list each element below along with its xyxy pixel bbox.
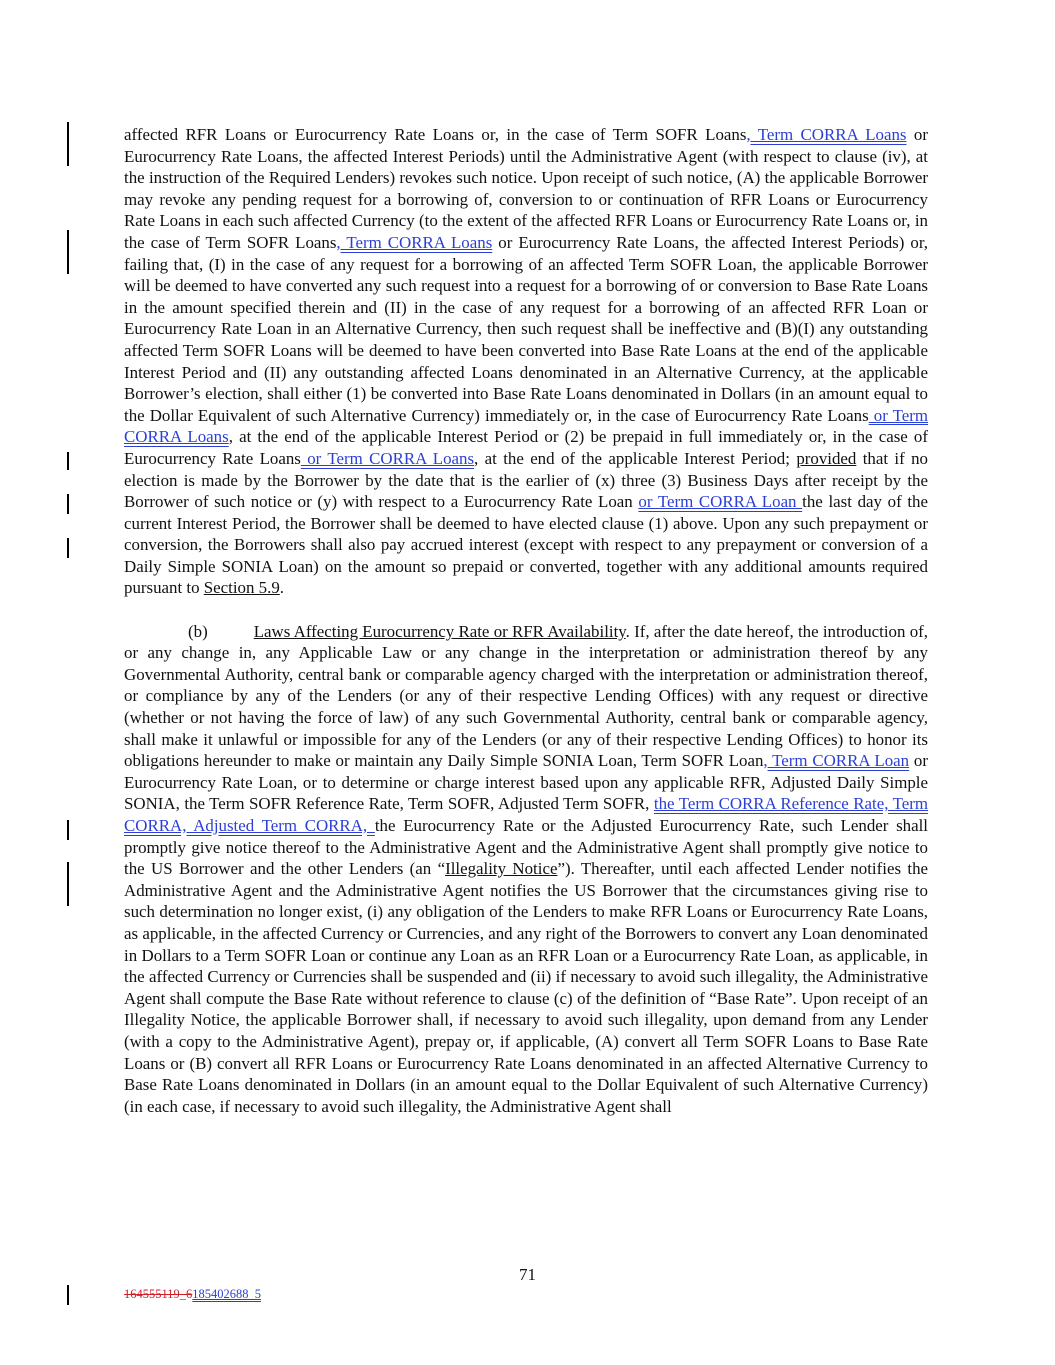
inserted-text: or Term CORRA Loan (638, 492, 803, 512)
text-run: , at the end of the applicable Interest Period or (2) be prepaid in full immediately or, in the case of Eurocurrency Rate Loans (124, 427, 929, 468)
change-bar (67, 230, 69, 274)
text-run: or Eurocurrency Rate Loans, the affected Interest Periods) or, failing that, (I) in the case of any request for a borrowing of an affected Term SOFR Loan, the applicable Borrower will be deemed to have converted any such request into a request for a borrowing of or conversion to Base Rate Loans in the amount specified therein and (II) in the case of any request for a borrowing of an affected RFR Loan or Eurocurrency Rate Loan in an Alternative Currency, then such request shall be ineffective and (B)(I) any outstanding affected Term SOFR Loans will be deemed to have been converted into Base Rate Loans at the end of the applicable Interest Period and (II) any outstanding affected Loans denominated in an Alternative Currency, at the applicable Borrower’s election, shall either (1) be converted into Base Rate Loans denominated in Dollars (in an amount equal to the Dollar Equivalent of such Alternative Currency) immediately or, in the case of Eurocurrency Rate Loans (124, 232, 928, 425)
inserted-text: , Term CORRA Loans (336, 232, 493, 252)
text-run: . If, after the date hereof, the introduction of, or any change in, any Applicable Law or any change in the interpretation or administration thereof by any Governmental Authority, central bank or comparable agency charged with the interpretation or administration thereof, or compliance by any of the Lenders (or any of their respective Lending Offices) with any request or directive (whether or not having the force of law) of any such Governmental Authority, central bank or comparable agency, shall make it unlawful or impossible for any of the Lenders (or any of their respective Lending Offices) to honor its obligations hereunder to make or maintain any Daily Simple SONIA Loan, Term SOFR Loan (124, 621, 928, 771)
clause-label: (b) (188, 621, 208, 641)
change-bar (67, 494, 69, 514)
inserted-doc-id: 185402688_5 (192, 1287, 262, 1301)
page-number: 71 (519, 1265, 536, 1284)
change-bar (67, 820, 69, 840)
text-run: the last day of the current Interest Period, the Borrower shall be deemed to have elected clause (1) above. Upon any such prepayment or conversion, the Borrowers shall also pay accrued interest (except with respect to any prepayment or conversion of a Daily Simple SONIA Loan) on the amount so prepaid or converted, together with any additional amounts required pursuant to (124, 492, 928, 598)
inserted-text: the Term CORRA Reference Rate, Term CORRA, Adjusted Term CORRA, (124, 794, 928, 835)
text-run: or Eurocurrency Rate Loan, or to determine or charge interest based upon any applicable RFR, Adjusted Daily Simple SONIA, the Term SOFR Reference Rate, Term SOFR, Adjusted Term SOFR, (124, 751, 928, 814)
paragraph-a (124, 124, 928, 599)
text-run: the Eurocurrency Rate or the Adjusted Eurocurrency Rate, such Lender shall promptly give notice thereof to the Administrative Agent and the Administrative Agent shall promptly give notice to the US Borrower and the other Lenders (an “ (124, 816, 928, 879)
change-bar (67, 538, 69, 558)
text-run: ”). Thereafter, until each affected Lender notifies the Administrative Agent and the Administrative Agent notifies the US Borrower that the circumstances giving rise to such determination no longer exist, (i) any obligation of the Lenders to make RFR Loans or Eurocurrency Rate Loans, as applicable, in the affected Currency or Currencies, and any right of the Borrowers to convert any Loan denominated in Dollars to a Term SOFR Loan or continue any Loan as an RFR Loan or a Eurocurrency Rate Loan, as applicable, in the affected Currency or Currencies shall be suspended and (ii) if necessary to avoid such illegality, the Administrative Agent shall compute the Base Rate without reference to clause (c) of the definition of “Base Rate”. Upon receipt of an Illegality Notice, the applicable Borrower shall, if necessary to avoid such illegality, upon demand from any Lender (with a copy to the Administrative Agent), prepay or, if applicable, (A) convert all Term SOFR Loans to Base Rate Loans or (B) convert all RFR Loans or Eurocurrency Rate Loans denominated in an affected Alternative Currency to Base Rate Loans denominated in Dollars (in an amount equal to the Dollar Equivalent of such Alternative Currency) (in each case, if necessary to avoid such illegality, the Administrative Agent shall (124, 859, 929, 1116)
inserted-text: or Term CORRA Loans (300, 448, 475, 468)
change-bar (67, 862, 69, 906)
inserted-text: or Term CORRA Loans (124, 405, 928, 447)
section-reference: Section 5.9 (203, 578, 280, 598)
deleted-doc-id: 164555119_6 (124, 1287, 193, 1301)
text-run: . (279, 578, 284, 598)
document-id (124, 1287, 261, 1302)
inserted-text: , Term CORRA Loans (746, 125, 907, 144)
text-run: affected RFR Loans or Eurocurrency Rate Loans or, in the case of Term SOFR Loans (124, 125, 747, 144)
section-heading: Laws Affecting Eurocurrency Rate or RFR Availability (253, 621, 626, 641)
text-run: , at the end of the applicable Interest Period; (474, 448, 797, 468)
inserted-text: , Term CORRA Loan (763, 751, 910, 771)
defined-term: provided (796, 448, 857, 468)
change-bar (67, 122, 69, 166)
document-body (124, 124, 928, 1117)
change-bar (67, 452, 69, 470)
change-bar (67, 1285, 69, 1305)
defined-term: Illegality Notice (445, 859, 558, 879)
text-run: or Eurocurrency Rate Loans, the affected Interest Periods) until the Administrative Agent (with respect to clause (iv), at the instruction of the Required Lenders) revokes such notice. Upon receipt of such notice, (A) the applicable Borrower may revoke any pending request for a borrowing of, conversion to or continuation of RFR Loans or Eurocurrency Rate Loans in each such affected Currency (to the extent of the affected RFR Loans or Eurocurrency Rate Loans or, in the case of Term SOFR Loans (124, 125, 928, 252)
text-run: that if no election is made by the Borrower by the date that is the earlier of (x) three (3) Business Days after receipt by the Borrower of such notice or (y) with respect to a Eurocurrency Rate Loan (124, 448, 928, 512)
paragraph-b (124, 621, 928, 1118)
